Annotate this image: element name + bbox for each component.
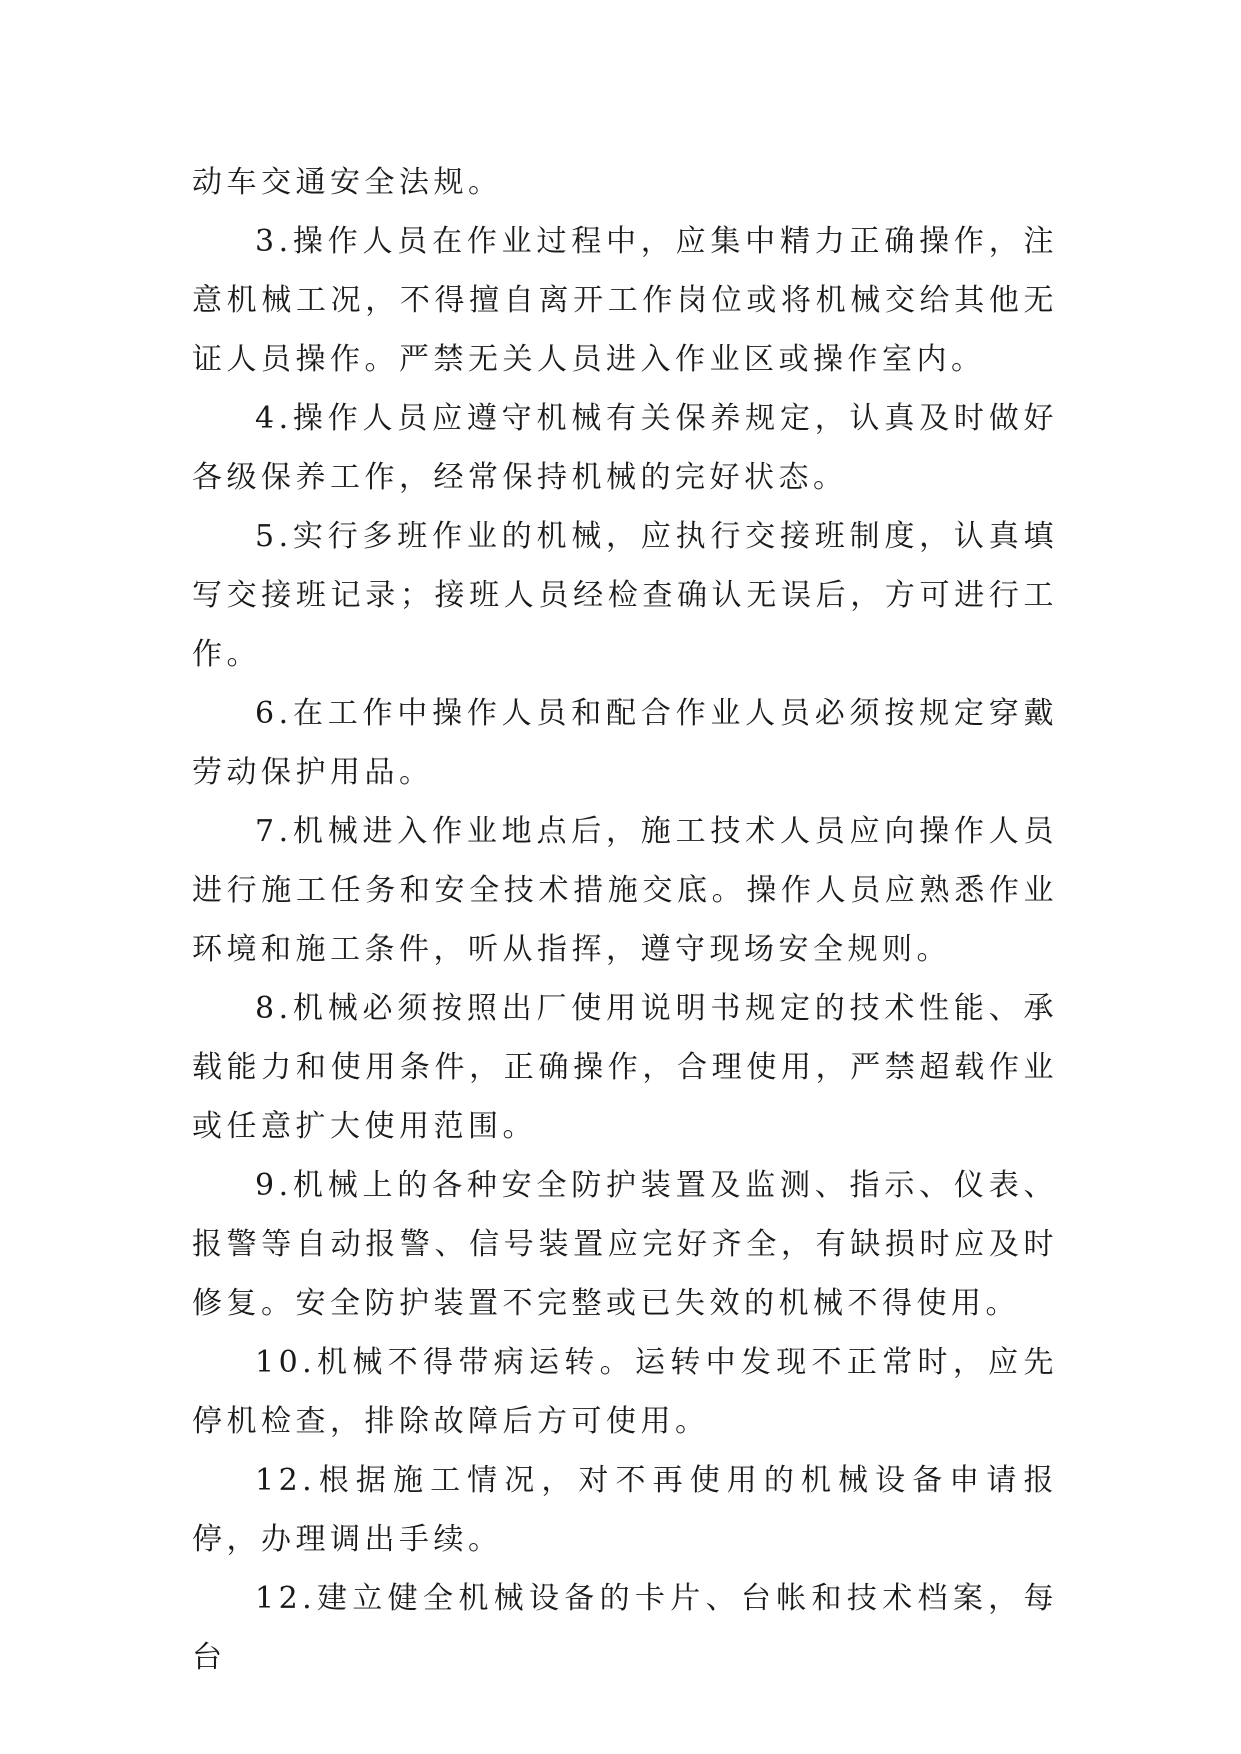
paragraph-item-6: 6.在工作中操作人员和配合作业人员必须按规定穿戴劳动保护用品。 — [192, 696, 1058, 790]
paragraph-item-12b: 12.建立健全机械设备的卡片、台帐和技术档案，每台 — [192, 1581, 1058, 1675]
document-body — [192, 153, 1058, 1687]
paragraph-item-8: 8.机械必须按照出厂使用说明书规定的技术性能、承载能力和使用条件，正确操作，合理使用，严禁超载作业或任意扩大使用范围。 — [192, 991, 1058, 1144]
paragraph-item-3: 3.操作人员在作业过程中，应集中精力正确操作，注意机械工况，不得擅自离开工作岗位或将机械交给其他无证人员操作。严禁无关人员进入作业区或操作室内。 — [192, 224, 1058, 377]
paragraph-item-10: 10.机械不得带病运转。运转中发现不正常时，应先停机检查，排除故障后方可使用。 — [192, 1345, 1058, 1439]
paragraph-item-7: 7.机械进入作业地点后，施工技术人员应向操作人员进行施工任务和安全技术措施交底。操作人员应熟悉作业环境和施工条件，听从指挥，遵守现场安全规则。 — [192, 814, 1058, 967]
paragraph-1: 动车交通安全法规。 — [192, 165, 503, 200]
paragraph-item-5: 5.实行多班作业的机械，应执行交接班制度，认真填写交接班记录；接班人员经检查确认无误后，方可进行工作。 — [192, 519, 1058, 672]
paragraph-item-12a: 12.根据施工情况，对不再使用的机械设备申请报停，办理调出手续。 — [192, 1463, 1058, 1557]
paragraph-item-9: 9.机械上的各种安全防护装置及监测、指示、仪表、报警等自动报警、信号装置应完好齐全，有缺损时应及时修复。安全防护装置不完整或已失效的机械不得使用。 — [192, 1168, 1058, 1321]
paragraph-item-4: 4.操作人员应遵守机械有关保养规定，认真及时做好各级保养工作，经常保持机械的完好状态。 — [192, 401, 1058, 495]
